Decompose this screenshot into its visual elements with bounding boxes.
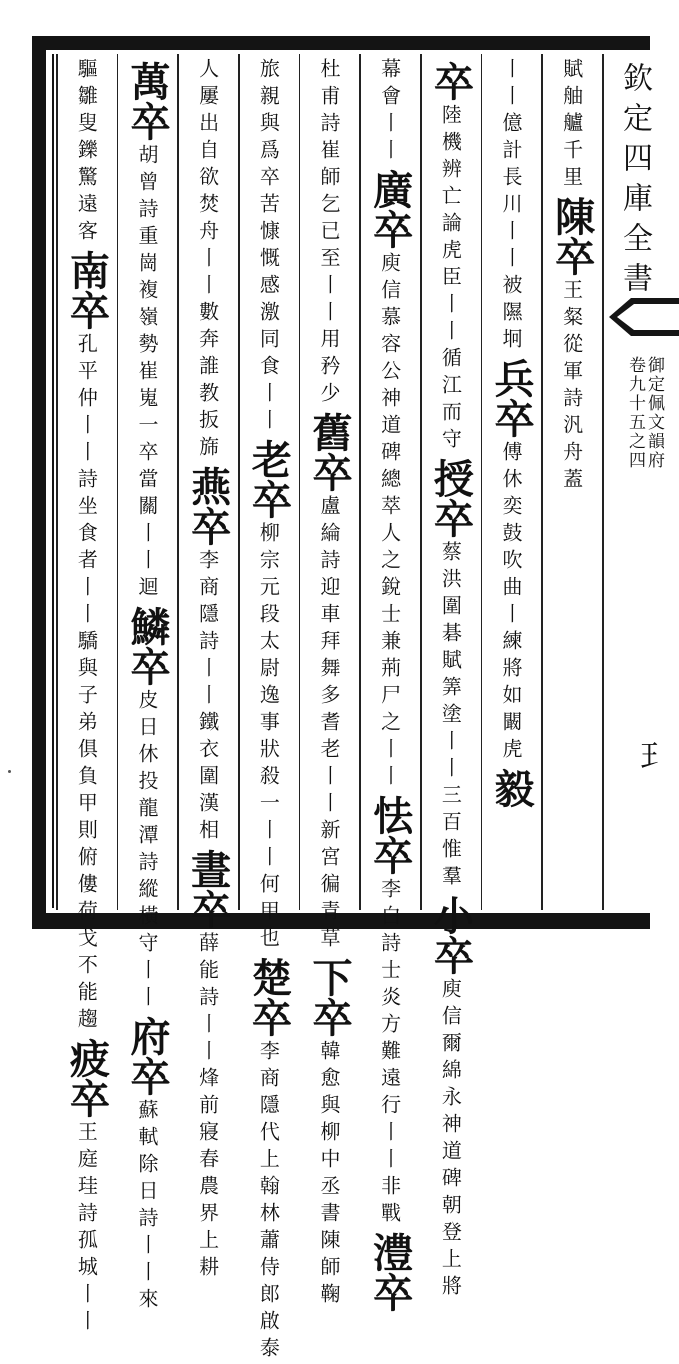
citation-text: 孔平仲丨丨詩坐食者丨丨驕與 [74, 333, 99, 684]
citation-text: 庾信慕容公神道碑總萃 [377, 252, 402, 522]
headword: 楚卒 [245, 957, 293, 1037]
citation-text: 驚遠客 [74, 166, 99, 247]
citation-text: 孤城丨丨 [74, 1229, 99, 1337]
citation-text: 驅雛叟鑠 [74, 58, 99, 166]
citation-text: 皮日休投龍潭 [134, 689, 159, 851]
citation-text: 蔡洪圍碁賦筭塗 [438, 541, 463, 730]
citation-text: 傅休奕鼓吹曲丨 [498, 441, 523, 630]
title-strip: 欽定四庫全書 [617, 62, 652, 302]
citation-text: 薛能詩丨丨烽前 [195, 932, 220, 1121]
page-inner-border [52, 54, 54, 908]
margin-mark: 𤣩 [634, 740, 669, 770]
citation-text: 詩縱橫守丨丨 [134, 851, 159, 1013]
text-column [117, 58, 178, 1315]
headword: 毅 [487, 768, 535, 808]
headword: 陳卒 [548, 196, 596, 276]
text-column [56, 58, 117, 1337]
citation-text: 韓愈與柳中 [316, 1040, 341, 1175]
text-column [481, 58, 542, 908]
citation-text: 胡曾詩重崗複嶺勢崔 [134, 144, 159, 387]
headword: 晝卒 [184, 849, 232, 929]
citation-text: 柳宗元段太尉逸事 [256, 522, 281, 738]
fold-book-title: 御定佩文韻府 [644, 356, 664, 470]
citation-text: 子弟俱負甲則俯僂荷戈不能趨 [74, 684, 99, 1035]
citation-text: 人之銳士兼荊尸之丨丨 [377, 522, 402, 792]
headword: 疲卒 [63, 1038, 111, 1118]
headword: 舊卒 [305, 412, 353, 492]
headword: 小卒 [427, 895, 475, 975]
text-column [299, 58, 360, 1310]
text-column [238, 58, 299, 1364]
citation-text: 賦舳艫千里 [559, 58, 584, 193]
citation-text: 丨丨億計 [498, 58, 523, 166]
headword: 萬卒 [123, 61, 171, 141]
page-border-left [32, 36, 46, 928]
headword: 兵卒 [487, 358, 535, 438]
citation-text: 士炎方難遠行 [377, 959, 402, 1121]
specks [8, 770, 11, 773]
citation-text: 盧綸詩迎車拜舞多耆 [316, 495, 341, 738]
citation-text: 長川丨丨被隰坰 [498, 166, 523, 355]
page-border-top [32, 36, 650, 50]
headword: 下卒 [305, 957, 353, 1037]
column-rule [602, 54, 604, 910]
citation-text: 幕會 [377, 58, 402, 112]
headword: 府卒 [123, 1016, 171, 1096]
headword: 燕卒 [184, 466, 232, 546]
citation-text: 寢春農界上耕 [195, 1121, 220, 1283]
citation-text: 詩丨丨來 [134, 1207, 159, 1315]
citation-text: 丞書陳師鞠 [316, 1175, 341, 1310]
citation-text: 李商隱詩丨丨 [195, 549, 220, 711]
citation-text: 練將如闞虎 [498, 630, 523, 765]
citation-text: 旅親與爲卒苦慷 [256, 58, 281, 247]
citation-text: 陸機辨亡論虎臣 [438, 104, 463, 293]
citation-text: 李商隱代上翰 [256, 1040, 281, 1202]
text-column [420, 58, 481, 1302]
text-column [541, 58, 602, 908]
citation-text: 丨丨非戰 [377, 1121, 402, 1229]
citation-text: 狀殺一丨丨何甲也 [256, 738, 281, 954]
citation-text: 庾信爾綿永神 [438, 978, 463, 1140]
headword: 鱗卒 [123, 606, 171, 686]
headword: 廣卒 [366, 169, 414, 249]
headword: 授卒 [427, 458, 475, 538]
text-column [177, 58, 238, 1283]
citation-text: 丨丨三百惟羣 [438, 730, 463, 892]
citation-text: 道碑朝登上將 [438, 1140, 463, 1302]
headword: 南卒 [63, 250, 111, 330]
citation-text: 蘇軾除日 [134, 1099, 159, 1207]
page-border-bottom [32, 913, 650, 929]
citation-text: 林蕭侍郎啟泰 [256, 1202, 281, 1364]
citation-text: 王庭珪詩 [74, 1121, 99, 1229]
headword: 怯卒 [366, 795, 414, 875]
citation-text: 人屢出自欲焚舟丨 [195, 58, 220, 274]
fold-volume-number: 卷九十五之四 [625, 356, 645, 470]
citation-text: 至丨丨用矜少 [316, 247, 341, 409]
citation-text: 老丨丨新宮徧青草 [316, 738, 341, 954]
citation-text: 杜甫詩崔師乞已 [316, 58, 341, 247]
headword: 卒 [427, 61, 475, 101]
citation-text: 丨丨循江而守 [438, 293, 463, 455]
citation-text: 慨感激同食丨丨 [256, 247, 281, 436]
text-column [359, 58, 420, 1312]
citation-text: 李白詩 [377, 878, 402, 959]
headword: 老卒 [245, 439, 293, 519]
citation-text: 王粲從軍詩汎舟蓋 [559, 279, 584, 495]
citation-text: 丨數奔誰教扳旆 [195, 274, 220, 463]
citation-text: 鐵衣圍漢相 [195, 711, 220, 846]
citation-text: 嵬一卒當關丨丨迴 [134, 387, 159, 603]
citation-text: 丨丨 [377, 112, 402, 166]
headword: 澧卒 [366, 1232, 414, 1312]
